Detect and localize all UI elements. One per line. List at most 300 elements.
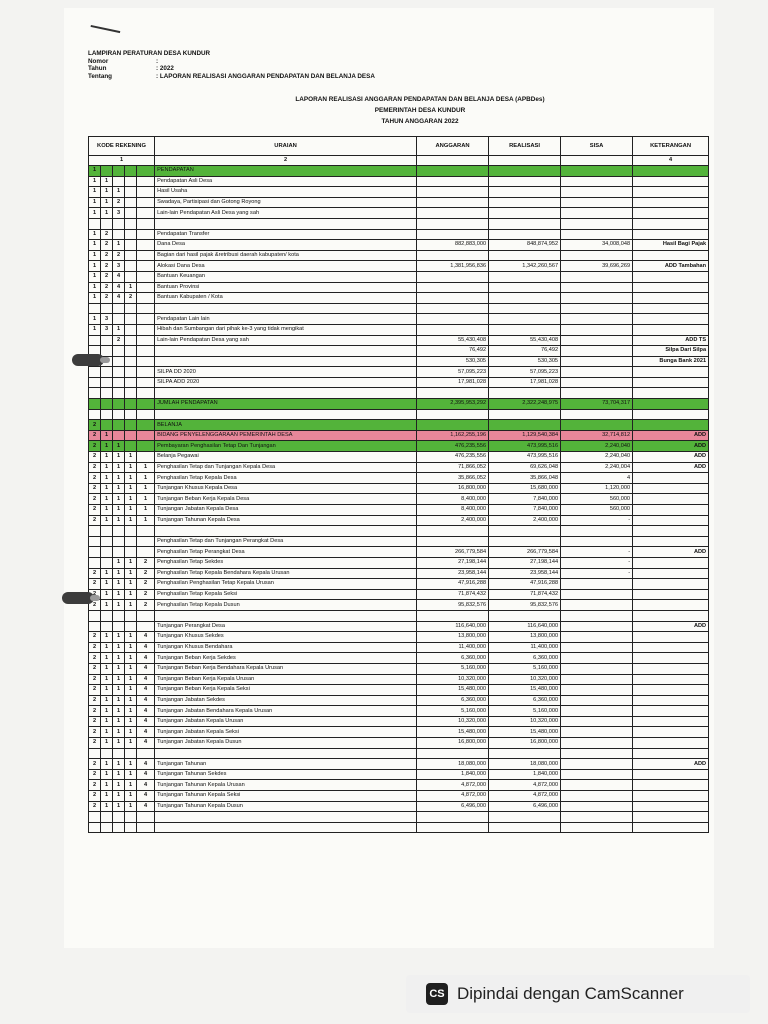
uraian-cell: PENDAPATAN bbox=[155, 166, 417, 177]
header-field-tahun bbox=[88, 65, 375, 73]
header-field-tentang bbox=[88, 73, 375, 81]
kode-cell bbox=[137, 229, 155, 240]
uraian-cell bbox=[155, 356, 417, 367]
anggaran-cell: 8,400,000 bbox=[417, 494, 489, 505]
kode-cell: 2 bbox=[89, 632, 101, 643]
kode-cell: 4 bbox=[137, 632, 155, 643]
sisa-cell bbox=[561, 187, 633, 198]
sisa-cell bbox=[561, 208, 633, 219]
table-row bbox=[89, 579, 709, 590]
sisa-cell bbox=[561, 780, 633, 791]
sisa-cell bbox=[561, 812, 633, 823]
kode-cell bbox=[125, 610, 137, 621]
anggaran-cell: 10,320,000 bbox=[417, 674, 489, 685]
keterangan-cell bbox=[633, 727, 709, 738]
binder-clip-bottom bbox=[62, 592, 94, 604]
realisasi-cell: 47,916,288 bbox=[489, 579, 561, 590]
camscanner-icon: CS bbox=[426, 983, 448, 1005]
kode-cell: 2 bbox=[89, 600, 101, 611]
kode-cell: 1 bbox=[101, 642, 113, 653]
kode-cell: 1 bbox=[113, 674, 125, 685]
kode-cell: 1 bbox=[101, 197, 113, 208]
kode-cell: 2 bbox=[137, 568, 155, 579]
keterangan-cell: ADD bbox=[633, 547, 709, 558]
kode-cell: 2 bbox=[89, 452, 101, 463]
sisa-cell bbox=[561, 303, 633, 314]
keterangan-cell bbox=[633, 568, 709, 579]
kode-cell: 1 bbox=[113, 240, 125, 251]
anggaran-cell: 6,360,000 bbox=[417, 653, 489, 664]
kode-cell bbox=[113, 166, 125, 177]
uraian-cell: Tunjangan Beban Kerja Sekdes bbox=[155, 653, 417, 664]
kode-cell: 1 bbox=[113, 716, 125, 727]
anggaran-cell bbox=[417, 271, 489, 282]
table-row bbox=[89, 822, 709, 833]
kode-cell bbox=[137, 346, 155, 357]
kode-cell bbox=[125, 822, 137, 833]
kode-cell bbox=[101, 621, 113, 632]
kode-cell bbox=[125, 420, 137, 431]
header-field-nomor bbox=[88, 58, 375, 66]
kode-cell: 4 bbox=[137, 706, 155, 717]
realisasi-cell bbox=[489, 250, 561, 261]
sisa-cell bbox=[561, 610, 633, 621]
keterangan-cell bbox=[633, 505, 709, 516]
kode-cell bbox=[101, 346, 113, 357]
kode-cell bbox=[113, 812, 125, 823]
keterangan-cell bbox=[633, 250, 709, 261]
table-row bbox=[89, 261, 709, 272]
kode-cell: 1 bbox=[125, 494, 137, 505]
keterangan-cell bbox=[633, 642, 709, 653]
uraian-cell bbox=[155, 812, 417, 823]
kode-cell bbox=[137, 399, 155, 410]
sisa-cell bbox=[561, 716, 633, 727]
uraian-cell bbox=[155, 388, 417, 399]
anggaran-cell: 1,381,956,836 bbox=[417, 261, 489, 272]
sisa-cell: 34,008,048 bbox=[561, 240, 633, 251]
table-row bbox=[89, 452, 709, 463]
kode-cell bbox=[101, 218, 113, 229]
uraian-cell: Pendapatan Asli Desa bbox=[155, 176, 417, 187]
header-field-value: : 2022 bbox=[156, 65, 174, 73]
kode-cell: 2 bbox=[113, 250, 125, 261]
kode-cell: 4 bbox=[137, 716, 155, 727]
header-kode: KODE REKENING bbox=[89, 137, 155, 156]
keterangan-cell bbox=[633, 473, 709, 484]
realisasi-cell bbox=[489, 420, 561, 431]
kode-cell bbox=[125, 399, 137, 410]
kode-cell bbox=[125, 748, 137, 759]
keterangan-cell bbox=[633, 388, 709, 399]
kode-cell: 2 bbox=[89, 716, 101, 727]
col-number: 1 bbox=[89, 156, 155, 166]
kode-cell: 1 bbox=[101, 674, 113, 685]
kode-cell: 1 bbox=[125, 473, 137, 484]
kode-cell: 4 bbox=[137, 695, 155, 706]
table-row bbox=[89, 557, 709, 568]
kode-cell: 1 bbox=[125, 483, 137, 494]
kode-cell: 1 bbox=[101, 430, 113, 441]
realisasi-cell: 473,995,516 bbox=[489, 452, 561, 463]
budget-table bbox=[88, 136, 709, 833]
kode-cell: 1 bbox=[89, 250, 101, 261]
sisa-cell: 73,704,317 bbox=[561, 399, 633, 410]
keterangan-cell: Silpa Dari Silpa bbox=[633, 346, 709, 357]
keterangan-cell: ADD TS bbox=[633, 335, 709, 346]
sisa-cell bbox=[561, 166, 633, 177]
kode-cell: 4 bbox=[113, 293, 125, 304]
table-row bbox=[89, 600, 709, 611]
header-sisa: SISA bbox=[561, 137, 633, 156]
anggaran-cell: 6,496,000 bbox=[417, 801, 489, 812]
sisa-cell bbox=[561, 621, 633, 632]
anggaran-cell: 27,198,144 bbox=[417, 557, 489, 568]
keterangan-cell: ADD bbox=[633, 441, 709, 452]
kode-cell bbox=[125, 218, 137, 229]
kode-cell bbox=[125, 314, 137, 325]
keterangan-cell bbox=[633, 536, 709, 547]
anggaran-cell: 15,480,000 bbox=[417, 685, 489, 696]
keterangan-cell bbox=[633, 663, 709, 674]
realisasi-cell: 5,160,000 bbox=[489, 706, 561, 717]
anggaran-cell: 18,080,000 bbox=[417, 759, 489, 770]
realisasi-cell: 6,360,000 bbox=[489, 653, 561, 664]
kode-cell: 2 bbox=[89, 759, 101, 770]
anggaran-cell: 95,832,576 bbox=[417, 600, 489, 611]
kode-cell: 4 bbox=[137, 685, 155, 696]
keterangan-cell bbox=[633, 716, 709, 727]
table-row bbox=[89, 738, 709, 749]
anggaran-cell: 1,840,000 bbox=[417, 769, 489, 780]
realisasi-cell bbox=[489, 176, 561, 187]
kode-cell: 4 bbox=[137, 674, 155, 685]
kode-cell: 2 bbox=[89, 642, 101, 653]
table-row bbox=[89, 271, 709, 282]
uraian-cell: Penghasilan Tetap Perangkat Desa bbox=[155, 547, 417, 558]
kode-cell bbox=[137, 536, 155, 547]
report-title: LAPORAN REALISASI ANGGARAN PENDAPATAN DAN BELANJA DESA (APBDes) bbox=[295, 96, 545, 103]
sisa-cell bbox=[561, 653, 633, 664]
kode-cell: 1 bbox=[101, 589, 113, 600]
realisasi-cell: 10,320,000 bbox=[489, 674, 561, 685]
kode-cell bbox=[125, 176, 137, 187]
sisa-cell bbox=[561, 706, 633, 717]
table-row bbox=[89, 791, 709, 802]
kode-cell bbox=[125, 621, 137, 632]
uraian-cell bbox=[155, 610, 417, 621]
anggaran-cell: 116,640,000 bbox=[417, 621, 489, 632]
table-row bbox=[89, 674, 709, 685]
sisa-cell: - bbox=[561, 568, 633, 579]
keterangan-cell: ADD Tambahan bbox=[633, 261, 709, 272]
kode-cell bbox=[137, 218, 155, 229]
document-header bbox=[88, 50, 375, 80]
keterangan-cell bbox=[633, 324, 709, 335]
kode-cell bbox=[137, 610, 155, 621]
kode-cell bbox=[113, 367, 125, 378]
kode-cell bbox=[137, 271, 155, 282]
anggaran-cell bbox=[417, 324, 489, 335]
kode-cell: 1 bbox=[89, 293, 101, 304]
kode-cell: 1 bbox=[101, 473, 113, 484]
uraian-cell: BIDANG PENYELENGGARAAN PEMERINTAH DESA bbox=[155, 430, 417, 441]
kode-cell: 1 bbox=[137, 473, 155, 484]
anggaran-cell bbox=[417, 748, 489, 759]
kode-cell bbox=[137, 812, 155, 823]
uraian-cell: Hibah dan Sumbangan dari pihak ke-3 yang tidak mengikat bbox=[155, 324, 417, 335]
keterangan-cell: ADD bbox=[633, 759, 709, 770]
anggaran-cell bbox=[417, 314, 489, 325]
realisasi-cell bbox=[489, 409, 561, 420]
keterangan-cell bbox=[633, 579, 709, 590]
kode-cell bbox=[101, 303, 113, 314]
table-row bbox=[89, 293, 709, 304]
keterangan-cell bbox=[633, 218, 709, 229]
table-row bbox=[89, 218, 709, 229]
table-row bbox=[89, 515, 709, 526]
kode-cell bbox=[113, 229, 125, 240]
kode-cell: 4 bbox=[113, 282, 125, 293]
table-row bbox=[89, 494, 709, 505]
uraian-cell: Tunjangan Tahunan Kepala Seksi bbox=[155, 791, 417, 802]
kode-cell: 1 bbox=[125, 642, 137, 653]
anggaran-cell: 35,866,052 bbox=[417, 473, 489, 484]
table-row bbox=[89, 536, 709, 547]
realisasi-cell: 10,320,000 bbox=[489, 716, 561, 727]
keterangan-cell bbox=[633, 526, 709, 537]
keterangan-cell bbox=[633, 187, 709, 198]
kode-cell: 2 bbox=[101, 293, 113, 304]
kode-cell: 2 bbox=[89, 462, 101, 473]
realisasi-cell: 27,198,144 bbox=[489, 557, 561, 568]
anggaran-cell: 530,305 bbox=[417, 356, 489, 367]
kode-cell bbox=[125, 187, 137, 198]
uraian-cell: Lain-lain Pendapatan Asli Desa yang sah bbox=[155, 208, 417, 219]
sisa-cell bbox=[561, 367, 633, 378]
keterangan-cell bbox=[633, 632, 709, 643]
kode-cell bbox=[137, 822, 155, 833]
keterangan-cell bbox=[633, 494, 709, 505]
uraian-cell: Penghasilan Tetap dan Tunjangan Perangkat Desa bbox=[155, 536, 417, 547]
kode-cell: 1 bbox=[113, 727, 125, 738]
keterangan-cell: ADD bbox=[633, 452, 709, 463]
sisa-cell bbox=[561, 801, 633, 812]
anggaran-cell: 5,160,000 bbox=[417, 663, 489, 674]
realisasi-cell: 4,872,000 bbox=[489, 791, 561, 802]
kode-cell: 1 bbox=[101, 452, 113, 463]
kode-cell: 1 bbox=[101, 483, 113, 494]
keterangan-cell: ADD bbox=[633, 462, 709, 473]
kode-cell: 1 bbox=[113, 494, 125, 505]
kode-cell: 1 bbox=[101, 738, 113, 749]
anggaran-cell: 8,400,000 bbox=[417, 505, 489, 516]
table-row bbox=[89, 748, 709, 759]
uraian-cell: SILPA ADD 2020 bbox=[155, 377, 417, 388]
keterangan-cell: Bunga Bank 2021 bbox=[633, 356, 709, 367]
kode-cell: 1 bbox=[125, 568, 137, 579]
realisasi-cell bbox=[489, 388, 561, 399]
anggaran-cell bbox=[417, 610, 489, 621]
kode-cell: 1 bbox=[101, 780, 113, 791]
realisasi-cell bbox=[489, 271, 561, 282]
kode-cell bbox=[101, 399, 113, 410]
kode-cell bbox=[137, 303, 155, 314]
kode-cell: 4 bbox=[137, 653, 155, 664]
kode-cell: 1 bbox=[125, 600, 137, 611]
kode-cell: 1 bbox=[125, 685, 137, 696]
kode-cell bbox=[125, 367, 137, 378]
header-field-label: Nomor bbox=[88, 57, 109, 65]
anggaran-cell: 476,235,556 bbox=[417, 441, 489, 452]
realisasi-cell: 71,874,432 bbox=[489, 589, 561, 600]
realisasi-cell bbox=[489, 282, 561, 293]
uraian-cell: Tunjangan Khusus Kepala Desa bbox=[155, 483, 417, 494]
sisa-cell bbox=[561, 663, 633, 674]
anggaran-cell: 6,360,000 bbox=[417, 695, 489, 706]
anggaran-cell: 55,430,408 bbox=[417, 335, 489, 346]
kode-cell bbox=[137, 197, 155, 208]
anggaran-cell: 266,779,584 bbox=[417, 547, 489, 558]
kode-cell: 2 bbox=[89, 801, 101, 812]
kode-cell: 2 bbox=[137, 589, 155, 600]
kode-cell bbox=[101, 547, 113, 558]
kode-cell: 1 bbox=[113, 557, 125, 568]
keterangan-cell bbox=[633, 600, 709, 611]
sisa-cell bbox=[561, 420, 633, 431]
realisasi-cell: 23,958,144 bbox=[489, 568, 561, 579]
table-row bbox=[89, 642, 709, 653]
realisasi-cell: 848,874,952 bbox=[489, 240, 561, 251]
table-row bbox=[89, 208, 709, 219]
kode-cell: 1 bbox=[125, 632, 137, 643]
anggaran-cell: 17,981,028 bbox=[417, 377, 489, 388]
realisasi-cell: 7,840,000 bbox=[489, 494, 561, 505]
kode-cell bbox=[113, 526, 125, 537]
kode-cell: 1 bbox=[89, 166, 101, 177]
table-row bbox=[89, 420, 709, 431]
kode-cell bbox=[113, 356, 125, 367]
realisasi-cell: 530,305 bbox=[489, 356, 561, 367]
anggaran-cell bbox=[417, 303, 489, 314]
kode-cell: 1 bbox=[101, 632, 113, 643]
kode-cell: 2 bbox=[89, 685, 101, 696]
kode-cell: 1 bbox=[101, 759, 113, 770]
report-titles bbox=[230, 94, 610, 127]
uraian-cell: Bantuan Provinsi bbox=[155, 282, 417, 293]
kode-cell: 1 bbox=[125, 716, 137, 727]
kode-cell bbox=[101, 377, 113, 388]
realisasi-cell: 76,492 bbox=[489, 346, 561, 357]
sisa-cell: 1,120,000 bbox=[561, 483, 633, 494]
realisasi-cell: 15,480,000 bbox=[489, 685, 561, 696]
kode-cell bbox=[113, 314, 125, 325]
realisasi-cell bbox=[489, 324, 561, 335]
uraian-cell: Penghasilan Tetap Sekdes bbox=[155, 557, 417, 568]
header-realisasi: REALISASI bbox=[489, 137, 561, 156]
sisa-cell bbox=[561, 600, 633, 611]
kode-cell: 2 bbox=[137, 557, 155, 568]
header-field-label: Tahun bbox=[88, 65, 107, 73]
table-row bbox=[89, 282, 709, 293]
kode-cell bbox=[125, 166, 137, 177]
table-row bbox=[89, 430, 709, 441]
kode-cell: 4 bbox=[137, 791, 155, 802]
uraian-cell: Tunjangan Beban Kerja Kepala Urusan bbox=[155, 674, 417, 685]
kode-cell: 2 bbox=[113, 335, 125, 346]
sisa-cell: 560,000 bbox=[561, 505, 633, 516]
sisa-cell: 4 bbox=[561, 473, 633, 484]
uraian-cell: Belanja Pegawai bbox=[155, 452, 417, 463]
table-row bbox=[89, 812, 709, 823]
uraian-cell: SILPA DD 2020 bbox=[155, 367, 417, 378]
realisasi-cell: 16,800,000 bbox=[489, 738, 561, 749]
kode-cell: 1 bbox=[137, 494, 155, 505]
kode-cell bbox=[125, 388, 137, 399]
kode-cell bbox=[137, 240, 155, 251]
anggaran-cell: 4,872,000 bbox=[417, 791, 489, 802]
kode-cell bbox=[113, 621, 125, 632]
sisa-cell bbox=[561, 536, 633, 547]
kode-cell: 1 bbox=[89, 261, 101, 272]
uraian-cell: Pendapatan Transfer bbox=[155, 229, 417, 240]
binder-clip-top bbox=[72, 354, 104, 366]
sisa-cell bbox=[561, 250, 633, 261]
uraian-cell: Tunjangan Beban Kerja Bendahara Kepala Urusan bbox=[155, 663, 417, 674]
table-row bbox=[89, 526, 709, 537]
realisasi-cell: 18,080,000 bbox=[489, 759, 561, 770]
header-field-value: : bbox=[156, 57, 159, 65]
table-row bbox=[89, 685, 709, 696]
kode-cell: 1 bbox=[113, 653, 125, 664]
sisa-cell bbox=[561, 738, 633, 749]
sisa-cell bbox=[561, 314, 633, 325]
uraian-cell: Tunjangan Tahunan Kepala Dusun bbox=[155, 801, 417, 812]
kode-cell: 3 bbox=[113, 261, 125, 272]
kode-cell: 1 bbox=[101, 801, 113, 812]
sisa-cell bbox=[561, 791, 633, 802]
uraian-cell: Tunjangan Tahunan Kepala Desa bbox=[155, 515, 417, 526]
kode-cell bbox=[89, 822, 101, 833]
table-row bbox=[89, 303, 709, 314]
kode-cell bbox=[137, 293, 155, 304]
anggaran-cell bbox=[417, 166, 489, 177]
anggaran-cell: 23,958,144 bbox=[417, 568, 489, 579]
kode-cell: 1 bbox=[89, 208, 101, 219]
uraian-cell: Penghasilan Tetap dan Tunjangan Kepala Desa bbox=[155, 462, 417, 473]
uraian-cell: Penghasilan Tetap Kepala Dusun bbox=[155, 600, 417, 611]
kode-cell: 1 bbox=[101, 208, 113, 219]
kode-cell bbox=[101, 420, 113, 431]
realisasi-cell: 55,430,408 bbox=[489, 335, 561, 346]
uraian-cell: Tunjangan Khusus Bendahara bbox=[155, 642, 417, 653]
kode-cell: 1 bbox=[101, 600, 113, 611]
kode-cell: 1 bbox=[125, 801, 137, 812]
table-row bbox=[89, 505, 709, 516]
realisasi-cell: 473,995,516 bbox=[489, 441, 561, 452]
uraian-cell bbox=[155, 822, 417, 833]
kode-cell: 1 bbox=[113, 632, 125, 643]
kode-cell: 1 bbox=[89, 197, 101, 208]
sisa-cell bbox=[561, 282, 633, 293]
kode-cell: 1 bbox=[101, 187, 113, 198]
sisa-cell: 2,240,040 bbox=[561, 452, 633, 463]
kode-cell bbox=[125, 547, 137, 558]
uraian-cell: Tunjangan Jabatan Sekdes bbox=[155, 695, 417, 706]
realisasi-cell: 116,640,000 bbox=[489, 621, 561, 632]
table-row bbox=[89, 346, 709, 357]
kode-cell bbox=[89, 547, 101, 558]
